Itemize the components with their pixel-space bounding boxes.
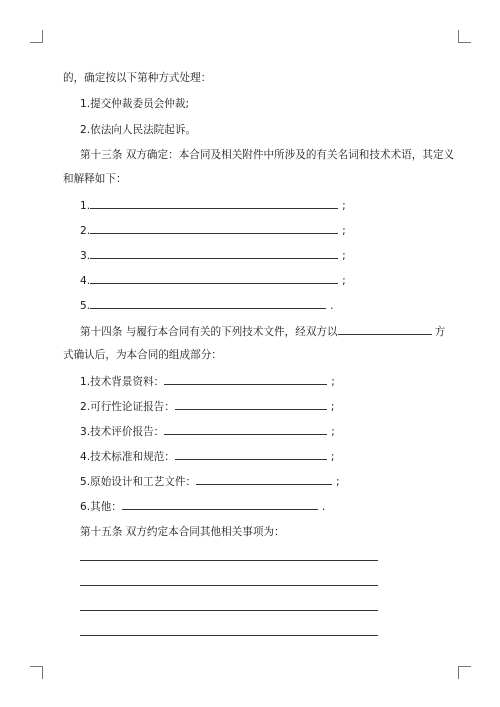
article-14-suffix: 方	[434, 326, 446, 338]
doc-end: ;	[336, 476, 340, 488]
doc-label: 6.其他：	[80, 501, 122, 513]
term-blank[interactable]	[90, 273, 338, 284]
crop-mark-top-left	[30, 30, 43, 43]
term-item-1	[80, 198, 346, 213]
term-number: 4.	[80, 275, 91, 287]
crop-mark-top-right	[458, 30, 471, 43]
term-item-2	[80, 223, 346, 238]
doc-label: 2.可行性论证报告：	[80, 401, 175, 413]
article-14-line-2: 式确认后，为本合同的组成部分：	[63, 349, 222, 361]
doc-item-5	[80, 474, 340, 489]
other-matters-line-4[interactable]	[80, 635, 378, 636]
doc-item-6	[80, 499, 325, 514]
doc-end: ;	[330, 401, 335, 413]
article-14-line-1	[80, 324, 445, 339]
doc-item-3	[80, 424, 335, 439]
doc-blank[interactable]	[175, 399, 327, 410]
doc-label: 3.技术评价报告：	[80, 426, 165, 438]
article-15-heading: 第十五条 双方约定本合同其他相关事项为：	[80, 526, 285, 538]
option-litigation: 2.依法向人民法院起诉。	[80, 124, 197, 136]
term-number: 1.	[80, 200, 91, 212]
doc-blank[interactable]	[164, 374, 327, 385]
doc-item-4	[80, 449, 334, 464]
term-end: ;	[342, 250, 346, 262]
term-end: ;	[342, 200, 346, 212]
article-14-text: 第十四条 与履行本合同有关的下列技术文件，经双方以	[80, 326, 338, 338]
doc-end: ;	[330, 451, 335, 463]
other-matters-line-1[interactable]	[80, 560, 378, 561]
term-item-4	[80, 273, 346, 288]
other-matters-line-3[interactable]	[80, 610, 378, 611]
term-blank[interactable]	[90, 223, 338, 234]
article-13-line-2: 和解释如下：	[63, 173, 127, 185]
doc-label: 1.技术背景资料：	[80, 376, 165, 388]
term-end: .	[330, 300, 334, 312]
term-number: 5.	[80, 300, 91, 312]
doc-item-2	[80, 399, 334, 414]
term-end: ;	[342, 225, 346, 237]
term-item-3	[80, 248, 346, 263]
article-13-line-1: 第十三条 双方确定：本合同及相关附件中所涉及的有关名词和技术术语，其定义	[80, 149, 455, 161]
doc-blank[interactable]	[122, 499, 318, 510]
term-item-5	[80, 298, 333, 313]
doc-end: ;	[331, 376, 335, 388]
term-number: 2.	[80, 225, 91, 237]
option-arbitration: 1.提交仲裁委员会仲裁;	[80, 98, 190, 110]
term-number: 3.	[80, 250, 91, 262]
confirm-method-blank[interactable]	[338, 324, 432, 335]
doc-blank[interactable]	[175, 449, 327, 460]
doc-blank[interactable]	[196, 474, 332, 485]
term-end: ;	[342, 275, 346, 287]
other-matters-line-2[interactable]	[80, 585, 378, 586]
doc-label: 5.原始设计和工艺文件：	[80, 476, 197, 488]
doc-label: 4.技术标准和规范：	[80, 451, 175, 463]
term-blank[interactable]	[90, 198, 338, 209]
term-blank[interactable]	[90, 298, 326, 309]
doc-end: .	[321, 501, 326, 513]
term-blank[interactable]	[90, 248, 338, 259]
doc-item-1	[80, 374, 335, 389]
intro-paragraph: 的，确定按以下第种方式处理：	[63, 72, 212, 84]
doc-end: ;	[331, 426, 335, 438]
doc-blank[interactable]	[164, 424, 327, 435]
crop-mark-bottom-left	[30, 666, 43, 679]
crop-mark-bottom-right	[458, 666, 471, 679]
